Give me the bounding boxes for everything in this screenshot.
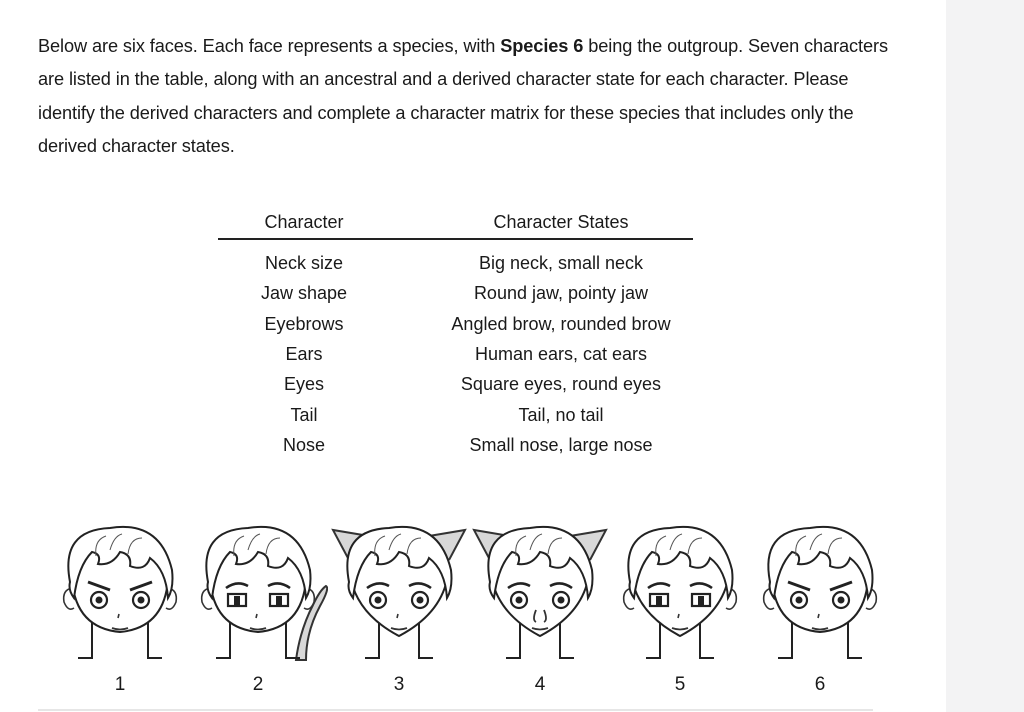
character-states: Square eyes, round eyes bbox=[460, 374, 662, 395]
character-states: Small nose, large nose bbox=[469, 434, 653, 455]
face-drawing bbox=[610, 510, 750, 665]
face-drawing bbox=[750, 510, 890, 665]
species-number-label: 3 bbox=[393, 674, 405, 695]
species-number-label: 4 bbox=[534, 674, 546, 695]
character-name: Eyes bbox=[283, 374, 325, 395]
character-states: Human ears, cat ears bbox=[474, 343, 648, 364]
table-row bbox=[218, 253, 693, 283]
face-drawing bbox=[329, 510, 469, 665]
character-states: Angled brow, rounded brow bbox=[451, 313, 671, 334]
table-row bbox=[218, 374, 693, 404]
face-drawing bbox=[188, 510, 328, 665]
table-row bbox=[218, 435, 693, 465]
table-row bbox=[218, 405, 693, 435]
intro-bold-species: Species 6 bbox=[500, 36, 584, 56]
content-bottom-divider bbox=[38, 709, 873, 711]
faces-row bbox=[0, 510, 946, 712]
character-states: Tail, no tail bbox=[518, 404, 604, 425]
character-name: Ears bbox=[285, 343, 323, 364]
species-number-label: 1 bbox=[114, 674, 126, 695]
intro-paragraph bbox=[38, 30, 898, 163]
character-name: Nose bbox=[282, 434, 326, 455]
table-row bbox=[218, 314, 693, 344]
table-row bbox=[218, 344, 693, 374]
table-header-character: Character bbox=[264, 212, 344, 232]
character-name: Jaw shape bbox=[260, 283, 348, 304]
face-drawing bbox=[470, 510, 610, 665]
face-drawing bbox=[50, 510, 190, 665]
character-states: Round jaw, pointy jaw bbox=[473, 283, 649, 304]
character-name: Neck size bbox=[264, 253, 344, 273]
face-species-2 bbox=[188, 510, 328, 700]
character-name: Eyebrows bbox=[264, 313, 344, 334]
right-sidebar bbox=[946, 0, 1024, 712]
species-number-label: 2 bbox=[252, 674, 264, 695]
face-species-5 bbox=[610, 510, 750, 700]
table-header-states: Character States bbox=[493, 212, 629, 232]
character-name: Tail bbox=[290, 404, 318, 425]
face-species-6 bbox=[750, 510, 890, 700]
table-row bbox=[218, 283, 693, 313]
species-number-label: 6 bbox=[814, 674, 826, 695]
table-header-rule bbox=[218, 238, 693, 240]
character-states: Big neck, small neck bbox=[478, 253, 644, 273]
intro-text-after: being the outgroup. Seven characters are listed in the table, along with an ancestral and a derived character state for each character. Please identify the derived characters and complete a character matrix for these species that includes only the derived character states. bbox=[38, 36, 888, 156]
face-species-1 bbox=[50, 510, 190, 700]
face-species-3 bbox=[329, 510, 469, 700]
intro-text-before: Below are six faces. Each face represents a species, with bbox=[38, 36, 501, 56]
face-species-4 bbox=[470, 510, 610, 700]
species-number-label: 5 bbox=[674, 674, 686, 695]
